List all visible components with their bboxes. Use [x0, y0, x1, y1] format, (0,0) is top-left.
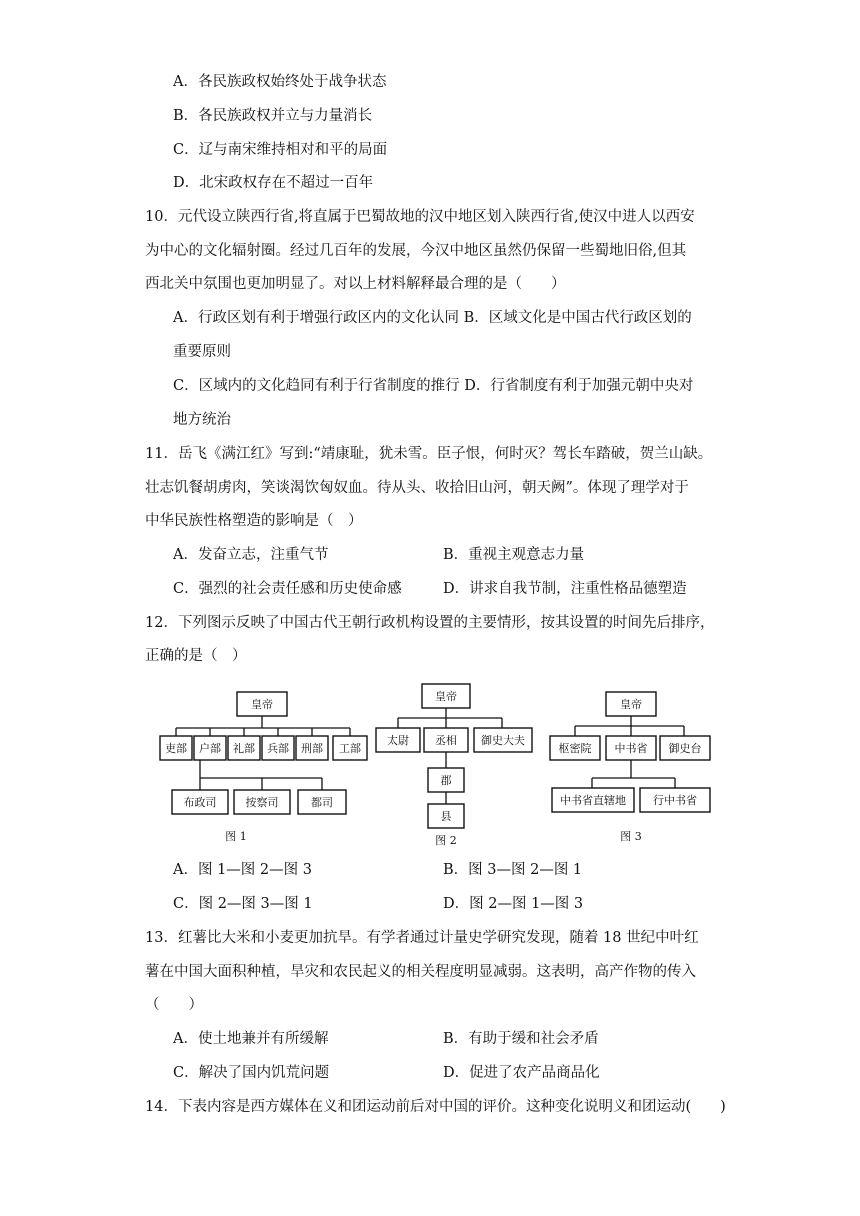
fig1-emperor: 皇帝 [251, 698, 273, 711]
q12-option-d: D．图 2—图 1—图 3 [443, 896, 584, 912]
q13-option-a: A．使土地兼并有所缓解 [173, 1031, 329, 1047]
q10-option-line: 地方统治 [173, 412, 231, 428]
q12-org-charts [150, 680, 720, 850]
fig1-bottom-office: 布政司 [183, 796, 217, 809]
fig3-office: 御史台 [668, 742, 702, 755]
q11-option-a: A．发奋立志，注重气节 [173, 547, 329, 563]
figure-3 [550, 692, 710, 843]
q11-stem-line: 壮志饥餐胡虏肉，笑谈渴饮匈奴血。待从头、收拾旧山河，朝天阙”。体现了理学对于 [145, 480, 689, 496]
fig1-ministry: 吏部 [165, 742, 187, 755]
fig1-ministry: 刑部 [301, 742, 323, 755]
q13-option-b: B．有助于缓和社会矛盾 [443, 1031, 599, 1047]
q12-stem-line: 正确的是（ ） [145, 648, 247, 664]
q12-stem-line: 12．下列图示反映了中国古代王朝行政机构设置的主要情形，按其设置的时间先后排序， [145, 615, 715, 631]
fig2-official: 太尉 [387, 734, 409, 747]
q10-option-line: C．区域内的文化趋同有利于行省制度的推行 D．行省制度有利于加强元朝中央对 [173, 378, 694, 394]
fig1-ministry: 工部 [339, 742, 361, 755]
q11-option-c: C．强烈的社会责任感和历史使命感 [173, 581, 402, 597]
fig3-office: 枢密院 [558, 742, 592, 755]
fig2-county: 县 [440, 810, 452, 823]
fig2-commandery: 郡 [440, 774, 452, 787]
q11-option-b: B．重视主观意志力量 [443, 547, 585, 563]
fig3-caption: 图 3 [620, 830, 642, 843]
q11-stem-line: 11．岳飞《满江红》写到:“靖康耻，犹未雪。臣子恨，何时灭？驾长车踏破，贺兰山缺。 [145, 446, 713, 462]
q12-option-b: B．图 3—图 2—图 1 [443, 862, 583, 878]
q9-option-b: B．各民族政权并立与力量消长 [173, 108, 373, 124]
fig2-emperor: 皇帝 [435, 690, 457, 703]
fig1-bottom-office: 按察司 [245, 796, 279, 809]
q12-option-c: C．图 2—图 3—图 1 [173, 896, 313, 912]
q13-stem-line: 13．红薯比大米和小麦更加抗旱。有学者通过计量史学研究发现，随着 18 世纪中叶红 [145, 930, 699, 946]
fig1-caption: 图 1 [225, 830, 247, 843]
q14-stem: 14．下表内容是西方媒体在义和团运动前后对中国的评价。这种变化说明义和团运动( ) [145, 1099, 726, 1115]
fig1-ministry: 兵部 [267, 742, 289, 755]
q9-option-d: D．北宋政权存在不超过一百年 [173, 175, 374, 191]
q12-option-a: A．图 1—图 2—图 3 [173, 862, 312, 878]
q13-stem-line: （ ） [145, 997, 203, 1013]
figure-1 [160, 692, 367, 843]
fig1-bottom-office: 都司 [311, 796, 333, 809]
q10-option-line: 重要原则 [173, 344, 231, 360]
fig1-ministry: 礼部 [233, 742, 255, 755]
fig2-official: 丞相 [435, 734, 457, 747]
figure-2 [376, 684, 532, 847]
q10-stem-line: 10．元代设立陕西行省,将直属于巴蜀故地的汉中地区划入陕西行省,使汉中进人以西安 [145, 209, 695, 225]
q9-option-c: C．辽与南宋维持相对和平的局面 [173, 142, 388, 158]
fig3-bottom-office: 行中书省 [653, 794, 697, 807]
fig3-office: 中书省 [614, 742, 648, 755]
fig3-bottom-office: 中书省直辖地 [560, 794, 626, 807]
q12-diagrams [150, 680, 720, 850]
fig1-ministry: 户部 [199, 742, 221, 755]
q11-option-d: D．讲求自我节制，注重性格品德塑造 [443, 581, 687, 597]
q10-stem-line: 西北关中氛围也更加明显了。对以上材料解释最合理的是（ ） [145, 276, 566, 292]
fig2-caption: 图 2 [435, 834, 457, 847]
q9-option-a: A．各民族政权始终处于战争状态 [173, 74, 387, 90]
q13-option-d: D．促进了农产品商品化 [443, 1065, 600, 1081]
q10-option-line: A．行政区划有利于增强行政区内的文化认同 B．区域文化是中国古代行政区划的 [173, 310, 692, 326]
fig3-emperor: 皇帝 [620, 698, 642, 711]
q11-stem-line: 中华民族性格塑造的影响是（ ） [145, 513, 363, 529]
q13-stem-line: 薯在中国大面积种植，旱灾和农民起义的相关程度明显减弱。这表明，高产作物的传入 [145, 964, 696, 980]
q10-stem-line: 为中心的文化辐射圈。经过几百年的发展，今汉中地区虽然仍保留一些蜀地旧俗,但其 [145, 243, 687, 259]
fig2-official: 御史大夫 [481, 734, 525, 747]
q13-option-c: C．解决了国内饥荒问题 [173, 1065, 330, 1081]
